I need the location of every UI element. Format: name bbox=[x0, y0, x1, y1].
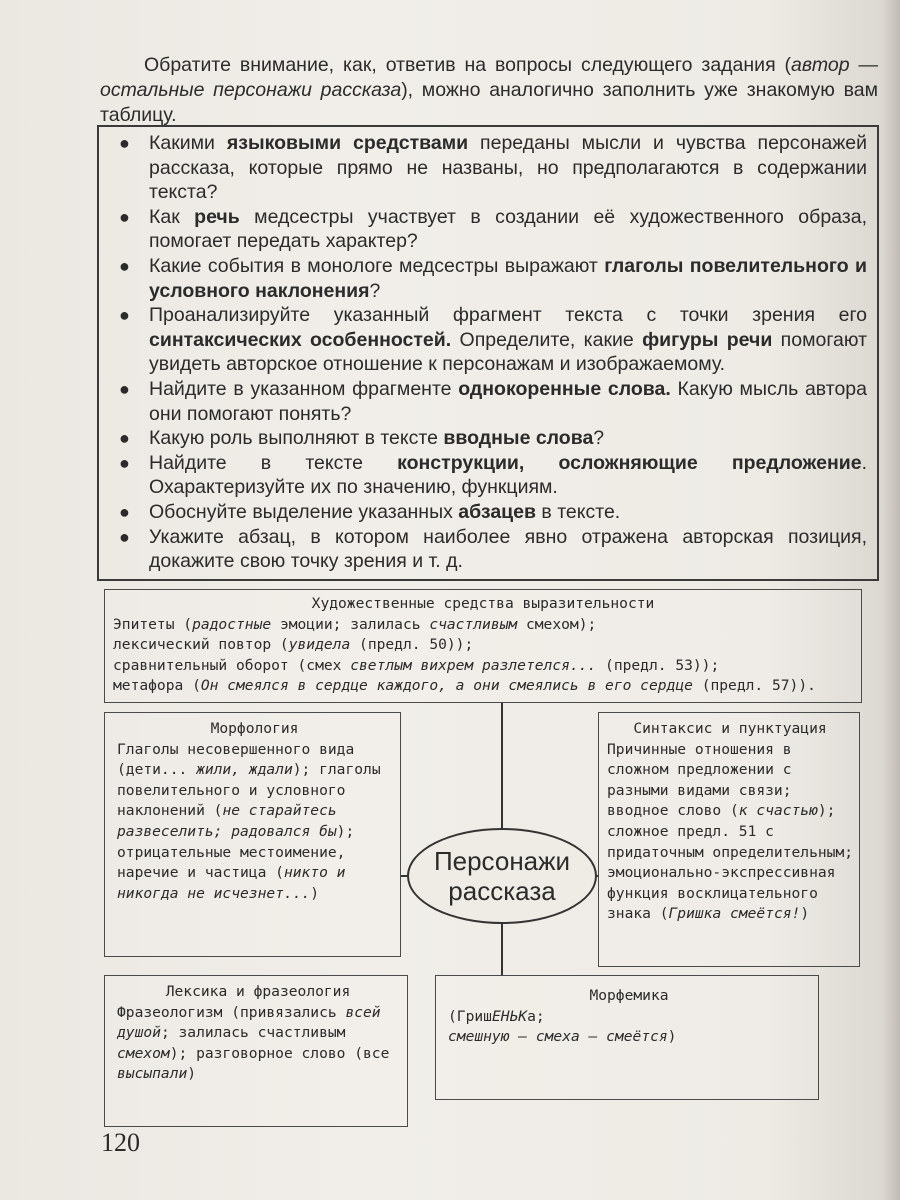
lexicon-title: Лексика и фразеология bbox=[165, 983, 351, 1000]
question-item: ● Найдите в указанном фрагменте однокоренные слова. Какую мысль автора они помогают понять? bbox=[119, 377, 867, 425]
question-item: ● Обоснуйте выделение указанных абзацев в тексте. bbox=[119, 500, 621, 523]
bullet-icon: ● bbox=[119, 452, 130, 473]
lexicon-text: Фразеологизм (привязались всей душой; залилась счастливым смехом); разговорное слово (все высыпали) bbox=[117, 1003, 390, 1083]
art-line-epithets: Эпитеты (радостные эмоции; залилась счастливым смехом); bbox=[113, 615, 597, 633]
page-number: 120 bbox=[101, 1128, 140, 1157]
lexicon-box bbox=[104, 975, 408, 1127]
bullet-icon: ● bbox=[119, 206, 130, 227]
intro-paragraph: Обратите внимание, как, ответив на вопросы следующего задания (автор — остальные персонажи рассказа), можно аналогично заполнить уже знакомую вам таблицу. bbox=[100, 54, 878, 126]
morphology-box bbox=[104, 712, 401, 957]
bullet-icon: ● bbox=[119, 501, 130, 522]
morphemics-title: Морфемика bbox=[589, 987, 669, 1004]
bullet-icon: ● bbox=[119, 378, 130, 399]
question-item: ● Укажите абзац, в котором наиболее явно отражена авторская позиция, докажите свою точку зрения и т. д. bbox=[119, 525, 867, 573]
art-line-repetition: лексический повтор (увидела (предл. 50)); bbox=[113, 636, 474, 654]
morphology-title: Морфология bbox=[210, 720, 299, 737]
syntax-title: Синтаксис и пунктуация bbox=[633, 720, 827, 737]
questions-list bbox=[113, 131, 867, 574]
question-item: ● Проанализируйте указанный фрагмент текста с точки зрения его синтаксических особенностей. Определите, какие фигуры речи помогают увидеть авторское отношение к персонажам и изображаемому. bbox=[119, 304, 867, 376]
morphology-text: Глаголы несовершенного вида (дети... жили, ждали); глаголы повелительного и условного наклонений (не старайтесь развеселить; радовался бы); отрицательные местоимение, наречие и частица (никто и никогда не исчезнет...) bbox=[117, 740, 381, 902]
question-item: ● Какую роль выполняют в тексте вводные слова? bbox=[119, 427, 605, 450]
question-item: ● Какими языковыми средствами переданы мысли и чувства персонажей рассказа, которые прямо не названы, но предполагаются в содержании текста? bbox=[119, 132, 867, 204]
center-ellipse bbox=[407, 828, 597, 924]
questions-box bbox=[97, 125, 879, 581]
syntax-box bbox=[598, 712, 860, 967]
morphemics-text: (ГришЕНЬКа; смешную — смеха — смеётся) bbox=[448, 1007, 677, 1046]
bullet-icon: ● bbox=[119, 526, 130, 547]
question-item: ● Найдите в тексте конструкции, осложняющие предложение. Охарактеризуйте их по значению, функциям. bbox=[119, 451, 867, 499]
morphemics-box bbox=[435, 975, 819, 1100]
art-line-comparison: сравнительный оборот (смех светлым вихрем разлетелся... (предл. 53)); bbox=[113, 656, 720, 674]
bullet-icon: ● bbox=[119, 255, 130, 276]
art-means-box bbox=[104, 589, 862, 703]
question-item: ● Какие события в монологе медсестры выражают глаголы повелительного и условного наклонения? bbox=[119, 254, 867, 302]
bullet-icon: ● bbox=[119, 428, 130, 449]
center-label: Персонажи рассказа bbox=[433, 846, 571, 906]
bullet-icon: ● bbox=[119, 305, 130, 326]
page-edge-shadow bbox=[882, 0, 900, 1200]
bullet-icon: ● bbox=[119, 133, 130, 153]
art-means-title: Художественные средства выразительности bbox=[311, 595, 655, 612]
art-line-metaphor: метафора (Он смеялся в сердце каждого, а они смеялись в его сердце (предл. 57)). bbox=[113, 677, 816, 695]
syntax-text: Причинные отношения в сложном предложении с разными видами связи; вводное слово (к счастью); сложное предл. 51 с придаточным определительным; эмоционально-экспрессивная функция восклицательного знака (Гришка смеётся!) bbox=[607, 740, 854, 923]
question-item: ● Как речь медсестры участвует в создании её художественного образа, помогает передать характер? bbox=[119, 205, 867, 253]
